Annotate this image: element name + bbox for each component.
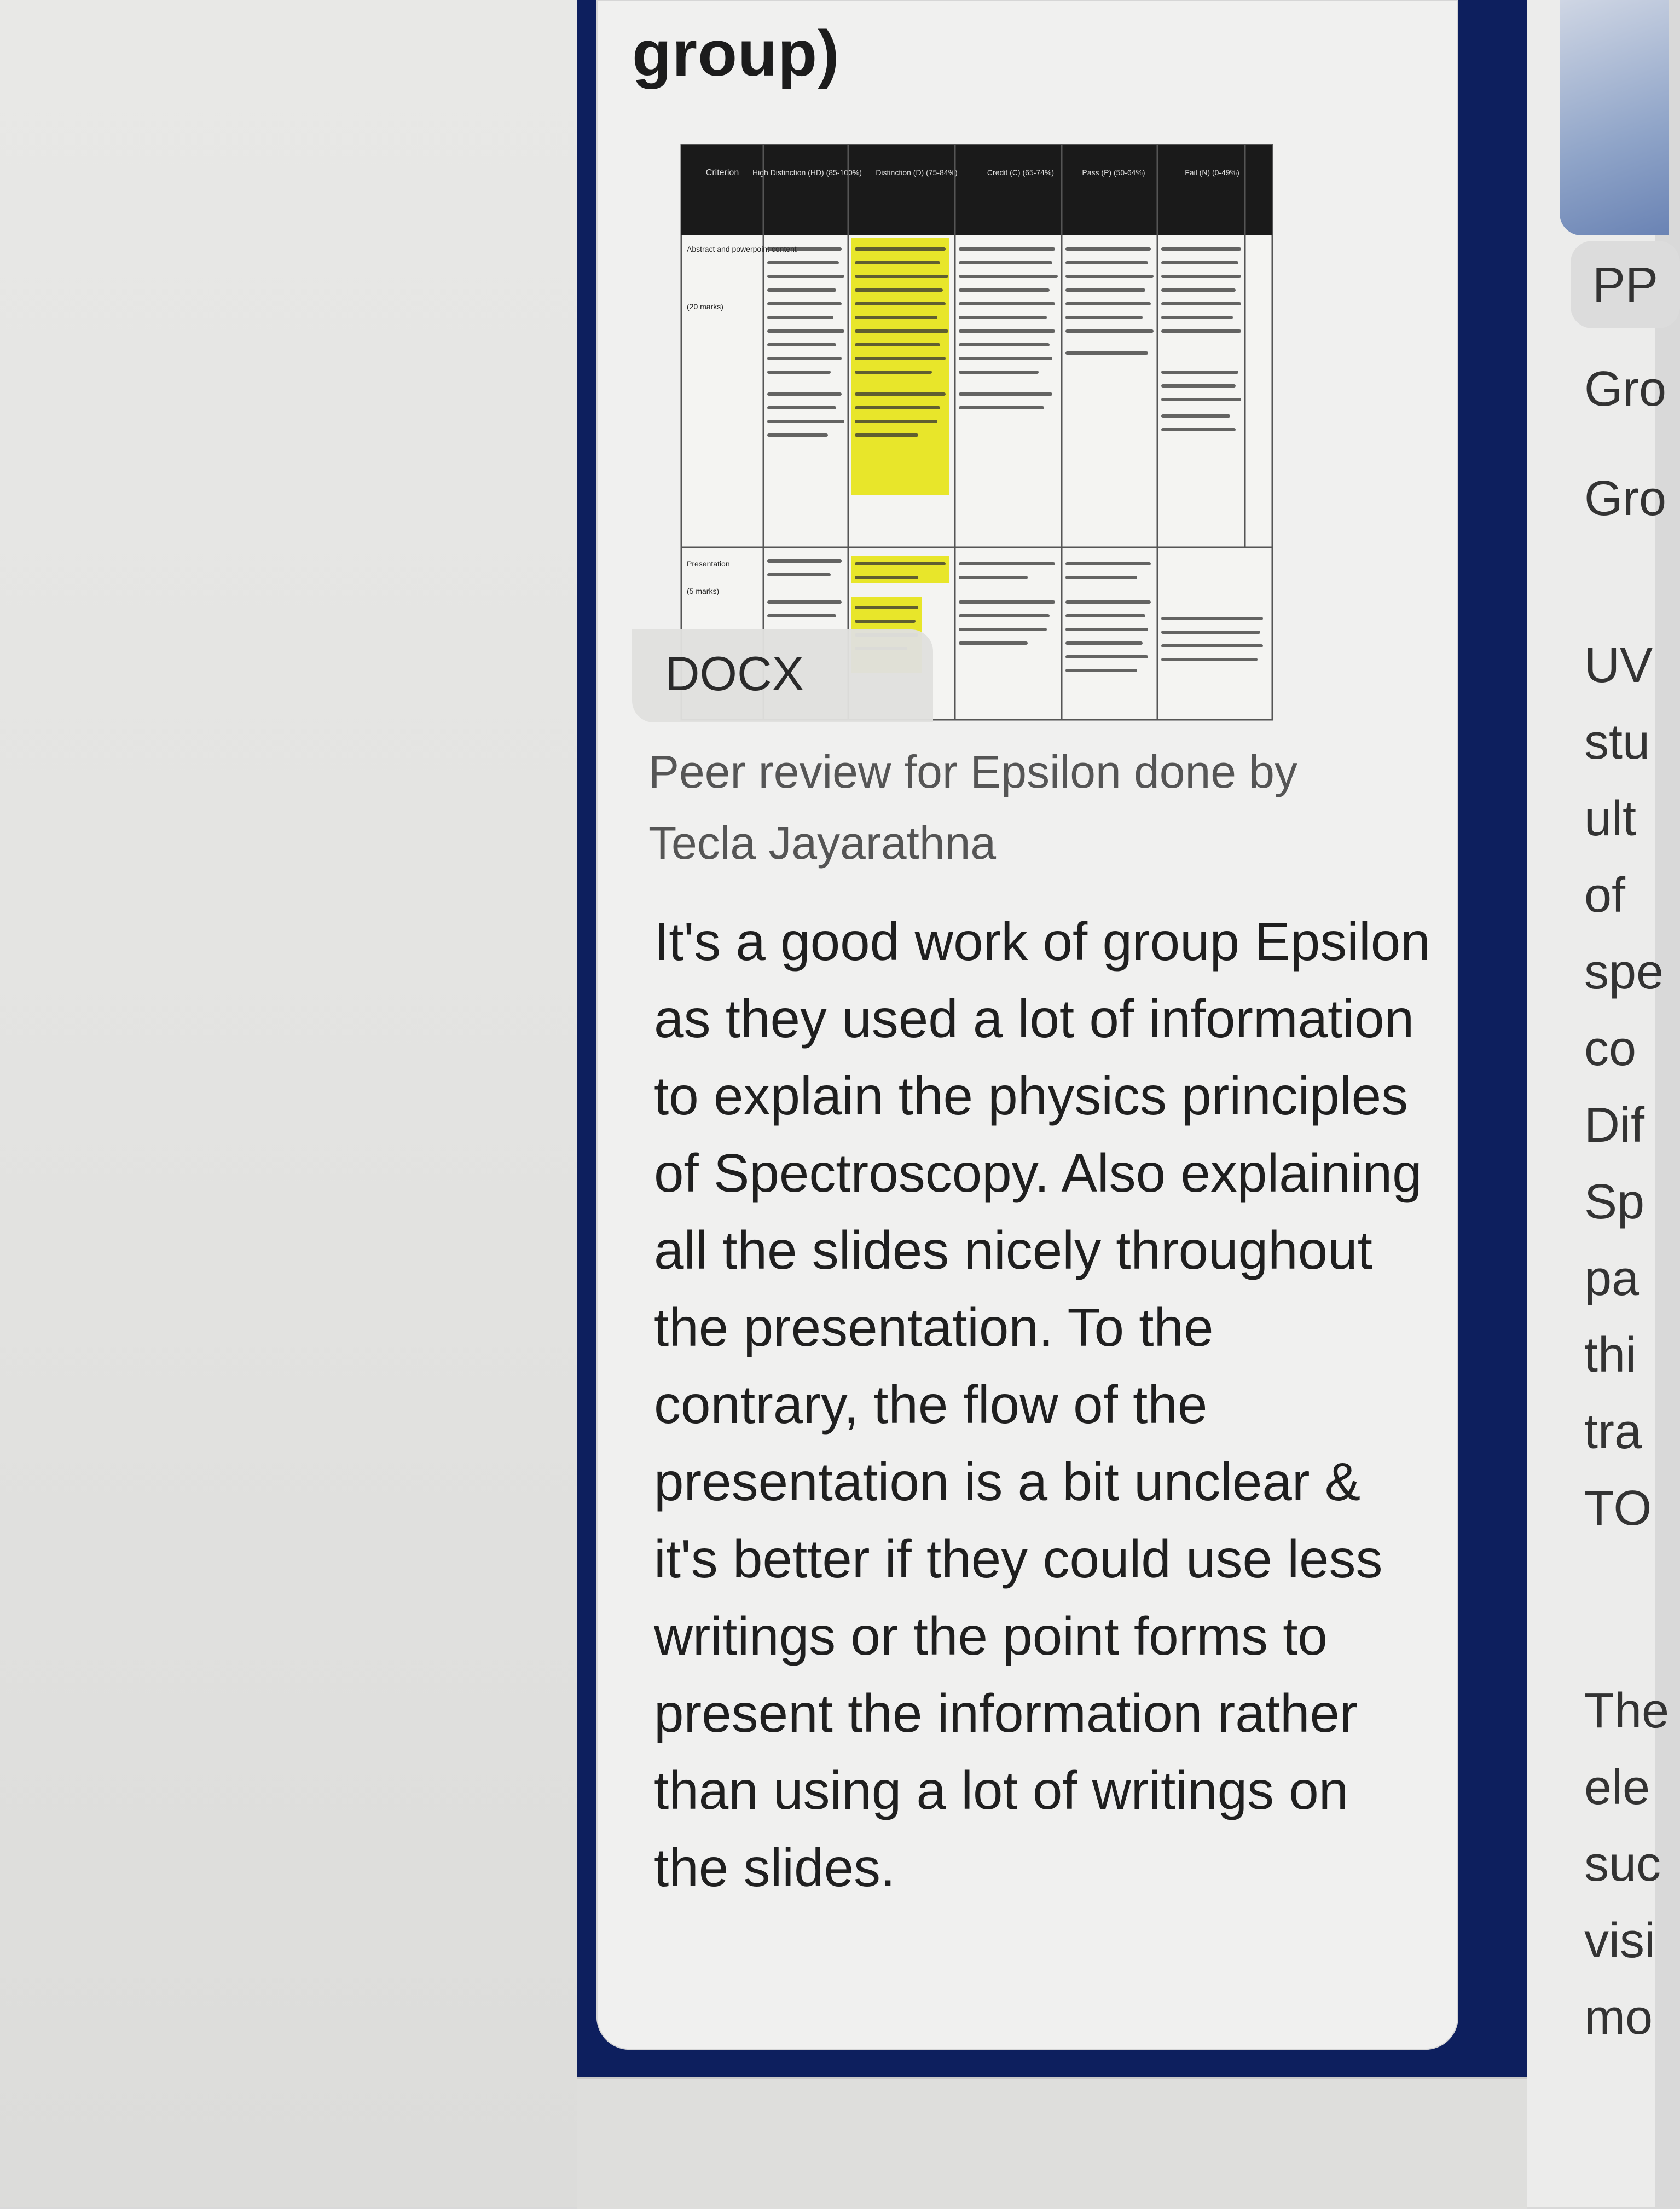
footer-area bbox=[577, 2077, 1527, 2209]
rubric-header-n: Fail (N) (0-49%) bbox=[1185, 168, 1239, 177]
adjacent-text: mo bbox=[1584, 1990, 1653, 2045]
adjacent-text: The bbox=[1584, 1684, 1670, 1738]
adjacent-text: Gro bbox=[1584, 362, 1667, 417]
adjacent-text: Sp bbox=[1584, 1175, 1645, 1229]
adjacent-text: visi bbox=[1584, 1913, 1655, 1968]
adjacent-text: co bbox=[1584, 1021, 1637, 1076]
adjacent-text: ult bbox=[1584, 791, 1637, 846]
rubric-row2-marks: (5 marks) bbox=[687, 587, 720, 595]
rubric-header-criterion: Criterion bbox=[705, 168, 739, 177]
file-type-badge bbox=[632, 629, 933, 722]
post-heading: group) bbox=[632, 18, 840, 90]
adjacent-text: Dif bbox=[1584, 1098, 1644, 1153]
adjacent-text: thi bbox=[1584, 1328, 1637, 1383]
adjacent-text: spe bbox=[1584, 945, 1664, 999]
background bbox=[0, 0, 580, 2207]
adjacent-text: stu bbox=[1584, 715, 1650, 770]
rubric-row1-label: Abstract and powerpoint content bbox=[687, 245, 797, 253]
adjacent-text: TO bbox=[1584, 1481, 1652, 1536]
rubric-header-d: Distinction (D) (75-84%) bbox=[876, 168, 958, 177]
file-type-label: DOCX bbox=[665, 646, 804, 701]
adjacent-file-tag: PP bbox=[1592, 258, 1659, 313]
rubric-header-p: Pass (P) (50-64%) bbox=[1082, 168, 1145, 177]
adjacent-text: suc bbox=[1584, 1837, 1661, 1892]
rubric-header-c: Credit (C) (65-74%) bbox=[987, 168, 1055, 177]
adjacent-file-badge bbox=[1571, 241, 1680, 328]
rubric-row1-marks: (20 marks) bbox=[687, 302, 723, 311]
adjacent-text: pa bbox=[1584, 1251, 1640, 1306]
review-comment: It's a good work of group Epsilon as they used a lot of information to explain the physics principles of Spectroscopy. Also explaining all the slides nicely throughout the presentation. To the contrary, the flow of the presentation is a bit unclear & it's better if they could use less writings or the point forms to present the information rather than using a lot of writings on the slides. bbox=[654, 911, 1430, 1898]
adjacent-thumbnail[interactable] bbox=[1560, 0, 1669, 235]
adjacent-text: tra bbox=[1584, 1404, 1642, 1459]
adjacent-text: ele bbox=[1584, 1760, 1650, 1815]
adjacent-text: of bbox=[1584, 868, 1626, 923]
adjacent-text: UV bbox=[1584, 638, 1653, 693]
attachment-caption: Peer review for Epsilon done by Tecla Jayarathna bbox=[648, 746, 1297, 869]
adjacent-text: Gro bbox=[1584, 471, 1667, 526]
rubric-header-hd: High Distinction (HD) (85-100%) bbox=[752, 168, 862, 177]
rubric-row2-label: Presentation bbox=[687, 559, 730, 568]
